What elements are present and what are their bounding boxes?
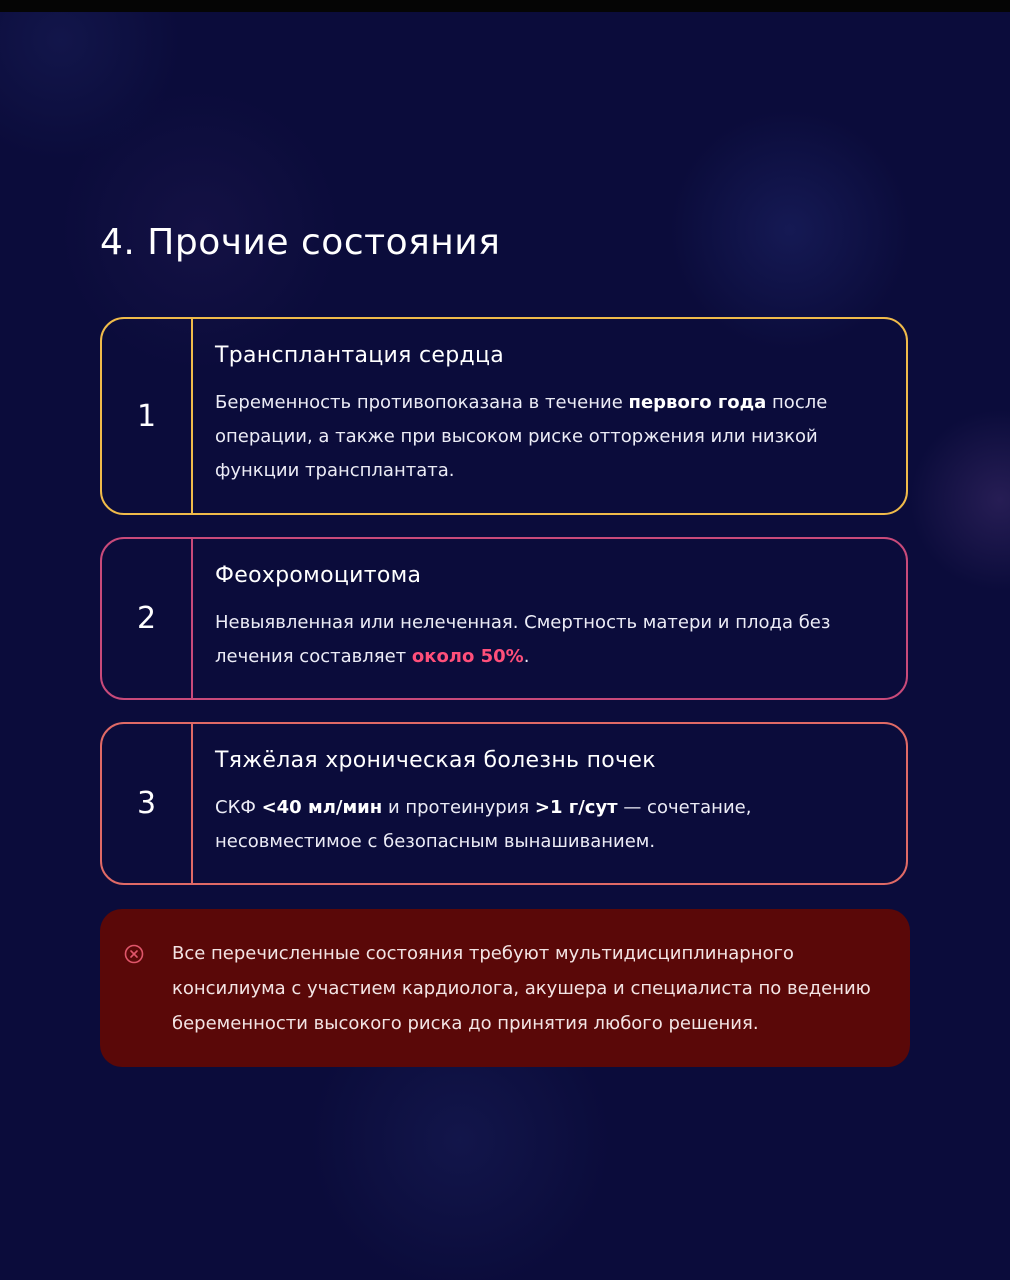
card-text-part: СКФ: [215, 797, 262, 818]
card-text-part: и протеинурия: [382, 797, 535, 818]
card-text-strong: первого года: [628, 392, 767, 413]
warning-text: Все перечисленные состояния требуют мультидисциплинарного консилиума с участием кардиолога, акушера и специалиста по ведению беременности высокого риска до принятия любого решения.: [172, 943, 871, 1034]
card-text-strong: <40 мл/мин: [261, 797, 383, 818]
card-text-part: Беременность противопоказана в течение: [215, 392, 629, 413]
card-text-part: .: [523, 646, 530, 667]
warning-note: [100, 909, 910, 1067]
status-bar: [0, 0, 1010, 12]
card-title: Тяжёлая хроническая болезнь почек: [215, 748, 656, 773]
card-text-part: Невыявленная или нелеченная. Смертность матери и плода без лечения составляет: [215, 612, 831, 667]
card-text: [215, 791, 882, 859]
condition-card-1: [100, 317, 908, 515]
condition-card-2: [100, 537, 908, 700]
condition-card-3: [100, 722, 908, 885]
card-text-part: после операции, а также при высоком риске отторжения или низкой функции трансплантата.: [215, 392, 828, 481]
card-number: 1: [102, 319, 193, 513]
card-number: 3: [102, 724, 193, 883]
card-number: 2: [102, 539, 193, 698]
card-title: Трансплантация сердца: [215, 343, 505, 368]
card-text: [215, 386, 882, 488]
card-text-part: — сочетание, несовместимое с безопасным вынашиванием.: [215, 797, 752, 852]
card-body: [193, 539, 906, 698]
card-title: Феохромоцитома: [215, 563, 422, 588]
page-title: 4. Прочие состояния: [100, 222, 501, 263]
card-text-strong: >1 г/сут: [534, 797, 618, 818]
card-text-highlight: около 50%: [411, 646, 524, 667]
circle-x-icon: [124, 944, 144, 964]
card-body: [193, 724, 906, 883]
card-text: [215, 606, 882, 674]
card-body: [193, 319, 906, 513]
